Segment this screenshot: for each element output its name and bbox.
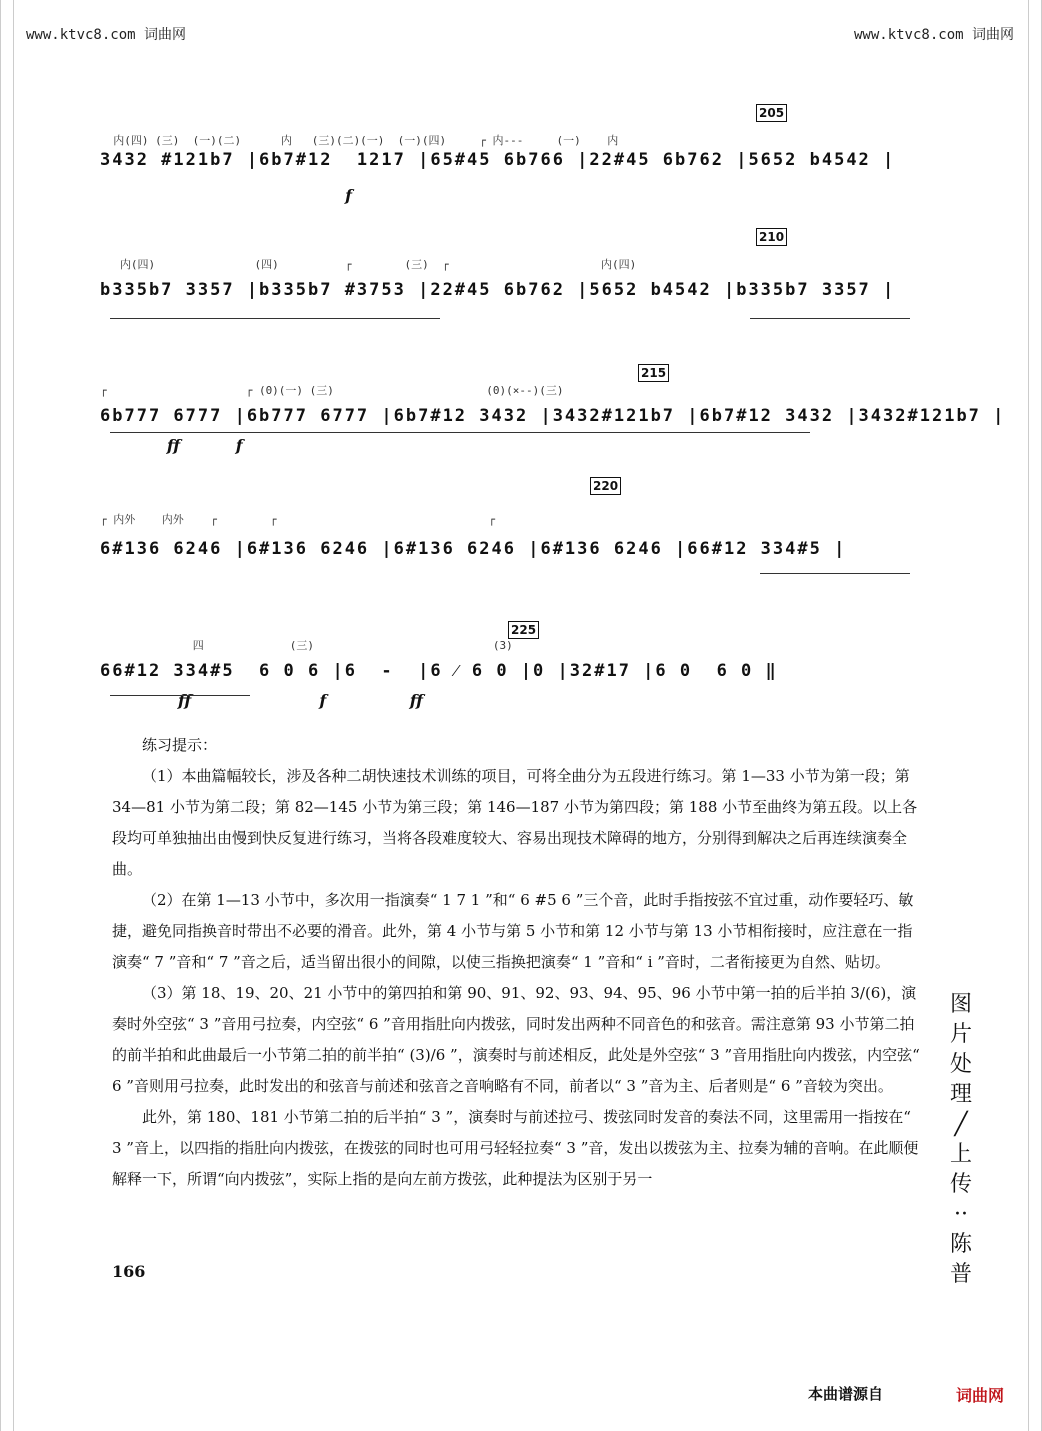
score-row-4 bbox=[100, 475, 930, 593]
hairpin bbox=[110, 432, 810, 433]
practice-paragraph-1: （1）本曲篇幅较长，涉及各种二胡快速技术训练的项目，可将全曲分为五段进行练习。第 1—33 小节为第一段；第 34—81 小节为第二段；第 82—145 小节为第三段；第 146—187 小节为第四段；第 188 小节至曲终为第五段。以上各段均可单独抽出由慢到快反复进行练习，当将各段难度较大、容易出现技术障碍的地方，分别得到解决之后再连续演奏全曲。 bbox=[112, 767, 918, 878]
footer-source: 本曲谱源自 bbox=[808, 1385, 884, 1403]
page-number: 166 bbox=[112, 1262, 146, 1281]
hairpin bbox=[110, 695, 250, 696]
measure-number: 210 bbox=[756, 228, 787, 246]
fingering-line: ┌ 内外 内外 ┌ ┌ ┌ bbox=[100, 513, 495, 526]
measure-number: 225 bbox=[508, 621, 539, 639]
practice-paragraph-2: （2）在第 1—13 小节中，多次用一指演奏“ 1 7 1 ”和“ 6 #5 6 ”三个音，此时手指按弦不宜过重，动作要轻巧、敏捷，避免同指换音时带出不必要的滑音。此外，第 4 小节与第 5 小节和第 12 小节与第 13 小节相衔接时，应注意在一指演奏“ 7 ”音和“ 7 ”音之后，适当留出很小的间隙，以使三指换把演奏“ 1 ”音和“ i ”音时，二者衔接更为自然、贴切。 bbox=[112, 891, 914, 971]
dynamics-line: f bbox=[100, 186, 352, 205]
hairpin bbox=[760, 573, 910, 574]
practice-paragraph-3: （3）第 18、19、20、21 小节中的第四拍和第 90、91、92、93、94、95、96 小节中第一拍的后半拍 3/(6)，演奏时外空弦“ 3 ”音用弓拉奏，内空弦“ 6 ”音用指肚向内拨弦，同时发出两种不同音色的和弦音。需注意第 93 小节第二拍的前半拍和此曲最后一小节第二拍的前半拍“ (3)/6 ”，演奏时与前述相反，此处是外空弦“ 3 ”音用指肚向内拨弦，内空弦“ 6 ”音则用弓拉奏，此时发出的和弦音与前述和弦音之音响略有不同，前者以“ 3 ”音为主、后者则是“ 6 ”音较为突出。 bbox=[112, 984, 920, 1095]
vertical-credit: 图片处理╱上传··陈普 bbox=[949, 992, 972, 1287]
measure-number: 220 bbox=[590, 477, 621, 495]
fingering-line: ┌ ┌ (0)(一) (三) (0)(×--)(三) bbox=[100, 384, 564, 397]
score-row-1 bbox=[100, 106, 930, 228]
hairpin bbox=[110, 318, 440, 319]
dynamics-line: ff f bbox=[100, 436, 243, 455]
notes-line: 66#12 334#5 6 0 6 |6 - |6 ⁄ 6 0 |0 |32#17 |6 0 6 0 ‖ bbox=[100, 661, 778, 681]
watermark-right: www.ktvc8.com 词曲网 bbox=[853, 27, 1014, 43]
notes-line: b335b7 3357 |b335b7 #3753 |22#45 6b762 |5652 b4542 |b335b7 3357 | bbox=[100, 280, 896, 300]
watermark-left: www.ktvc8.com 词曲网 bbox=[26, 27, 187, 43]
footer-site: 词曲网 bbox=[956, 1386, 1005, 1405]
practice-notes bbox=[112, 730, 922, 1195]
notes-line: 6#136 6246 |6#136 6246 |6#136 6246 |6#136 6246 |66#12 334#5 | bbox=[100, 539, 847, 559]
score-row-2 bbox=[100, 230, 930, 348]
measure-number: 215 bbox=[638, 364, 669, 382]
score-row-3 bbox=[100, 362, 1006, 480]
left-margin-strip bbox=[0, 0, 14, 1431]
measure-number: 205 bbox=[756, 104, 787, 122]
notes-line: 6b777 6777 |6b777 6777 |6b7#12 3432 |3432#121b7 |6b7#12 3432 |3432#121b7 | bbox=[100, 406, 1006, 426]
notes-line: 3432 #121b7 |6b7#12 1217 |65#45 6b766 |22#45 6b762 |5652 b4542 | bbox=[100, 150, 896, 170]
dynamics-line: ff f ff bbox=[100, 691, 424, 710]
fingering-line: 四 (三) (3) bbox=[100, 639, 513, 652]
score-row-5 bbox=[100, 615, 930, 733]
practice-paragraph-4: 此外，第 180、181 小节第二拍的后半拍“ 3 ”，演奏时与前述拉弓、拨弦同时发音的奏法不同，这里需用一指按在“ 3 ”音上，以四指的指肚向内拨弦，在拨弦的同时也可用弓轻轻拉奏“ 3 ”音，发出以拨弦为主、拉奏为辅的音响。在此顺便解释一下，所谓“向内拨弦”，实际上指的是向左前方拨弦，此种提法为区别于另一 bbox=[112, 1108, 919, 1188]
fingering-line: 内(四) (三) (一)(二) 内 (三)(二)(一) (一)(四) ┌ 内--- (一) 内 bbox=[100, 134, 619, 147]
hairpin bbox=[750, 318, 910, 319]
practice-heading: 练习提示： bbox=[142, 736, 218, 754]
fingering-line: 内(四) (四) ┌ (三) ┌ 内(四) bbox=[100, 258, 637, 271]
right-margin-strip bbox=[1028, 0, 1042, 1431]
